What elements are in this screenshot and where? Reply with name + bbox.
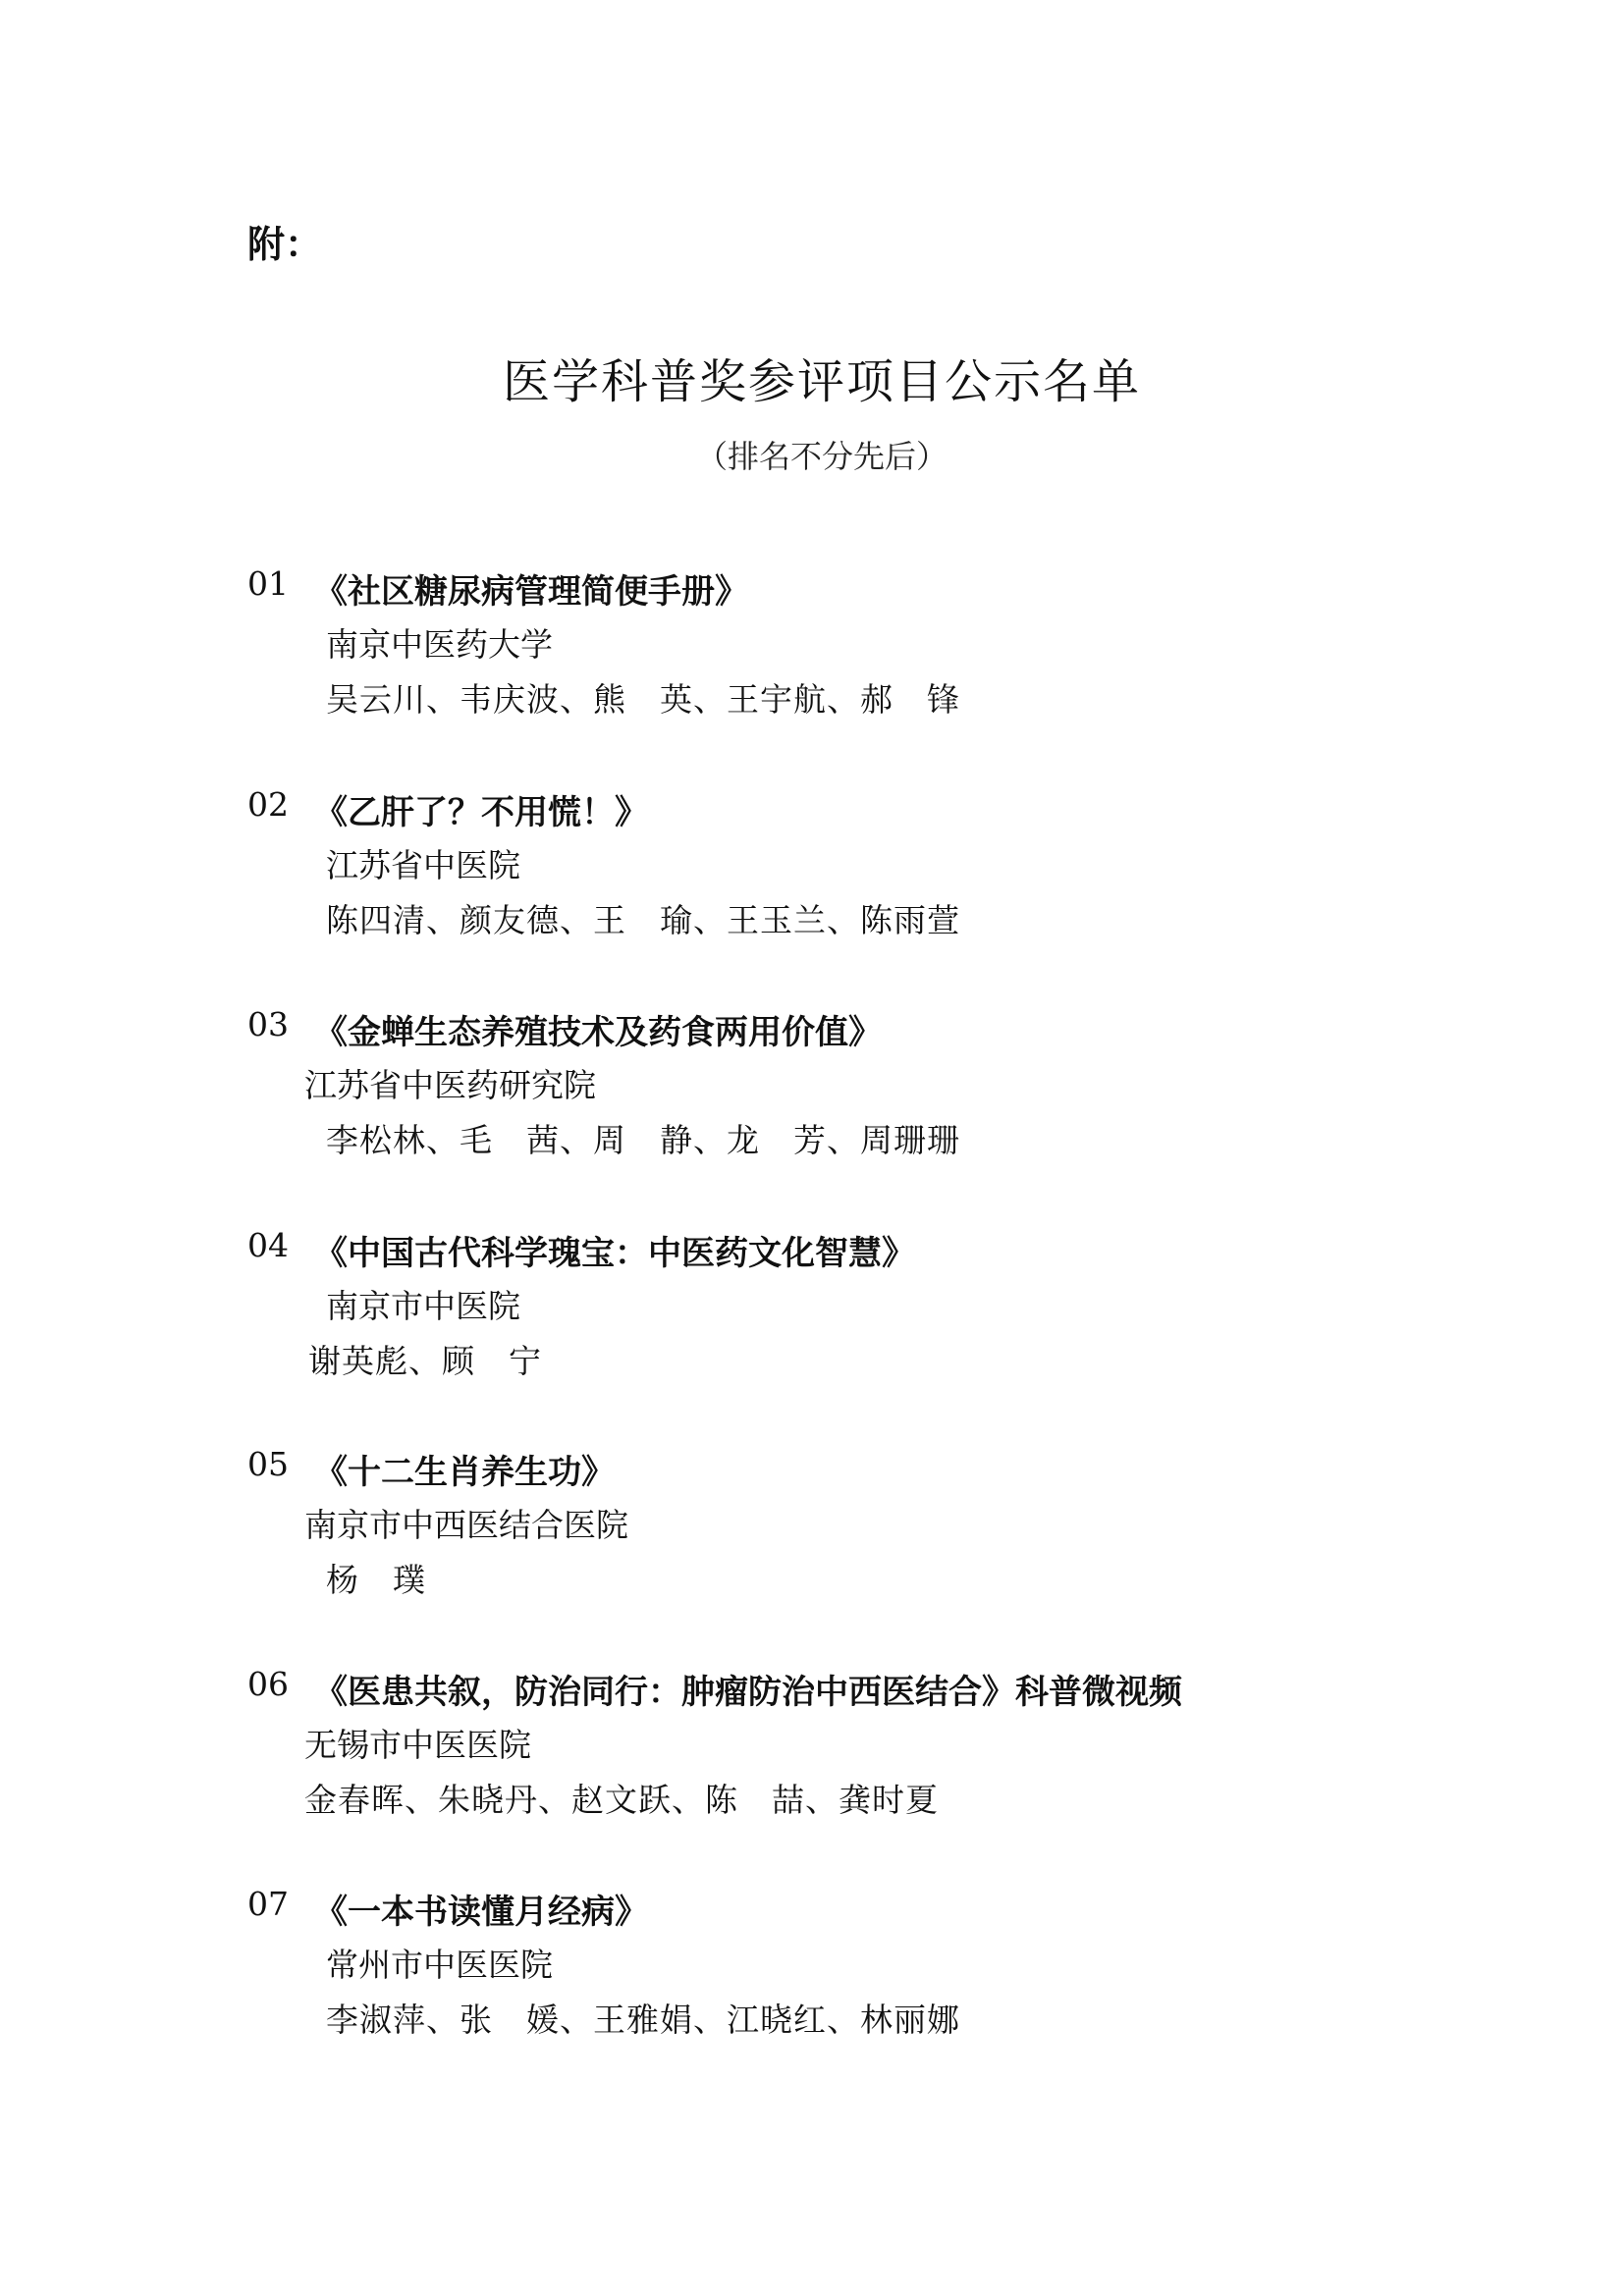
item-title: 《乙肝了？不用慌！》: [314, 793, 648, 832]
item-authors: 杨 璞: [326, 1561, 426, 1599]
item-title: 《医患共叙，防治同行：肿瘤防治中西医结合》科普微视频: [314, 1673, 1182, 1712]
item-authors: 金春晖、朱晓丹、赵文跃、陈 喆、龚时夏: [304, 1781, 939, 1819]
item-authors: 吴云川、韦庆波、熊 英、王宇航、郝 锋: [326, 680, 960, 719]
page-title: 医学科普奖参评项目公示名单: [502, 354, 1141, 409]
annex-label: 附：: [247, 223, 323, 266]
item-title: 《社区糖尿病管理简便手册》: [314, 572, 748, 612]
item-number: 05: [247, 1445, 289, 1483]
item-authors: 陈四清、颜友德、王 瑜、王玉兰、陈雨萱: [326, 901, 960, 939]
item-number: 03: [247, 1005, 289, 1043]
item-organization: 江苏省中医药研究院: [304, 1066, 596, 1104]
item-number: 04: [247, 1226, 289, 1264]
item-organization: 江苏省中医院: [326, 846, 520, 884]
item-organization: 南京市中西医结合医院: [304, 1506, 628, 1544]
item-title: 《十二生肖养生功》: [314, 1453, 615, 1492]
item-title: 《一本书读懂月经病》: [314, 1893, 648, 1932]
item-title: 《中国古代科学瑰宝：中医药文化智慧》: [314, 1234, 915, 1273]
item-organization: 常州市中医医院: [326, 1946, 553, 1984]
page-subtitle: （排名不分先后）: [695, 438, 947, 475]
item-number: 07: [247, 1885, 289, 1923]
item-number: 06: [247, 1665, 289, 1703]
item-number: 02: [247, 785, 289, 824]
item-organization: 无锡市中医医院: [304, 1726, 531, 1764]
item-organization: 南京市中医院: [326, 1287, 520, 1325]
item-number: 01: [247, 564, 289, 603]
item-authors: 李淑萍、张 媛、王雅娟、江晓红、林丽娜: [326, 2001, 960, 2039]
item-authors: 李松林、毛 茜、周 静、龙 芳、周珊珊: [326, 1121, 960, 1159]
item-organization: 南京中医药大学: [326, 625, 553, 664]
item-authors: 谢英彪、顾 宁: [308, 1342, 542, 1380]
item-title: 《金蝉生态养殖技术及药食两用价值》: [314, 1013, 882, 1052]
